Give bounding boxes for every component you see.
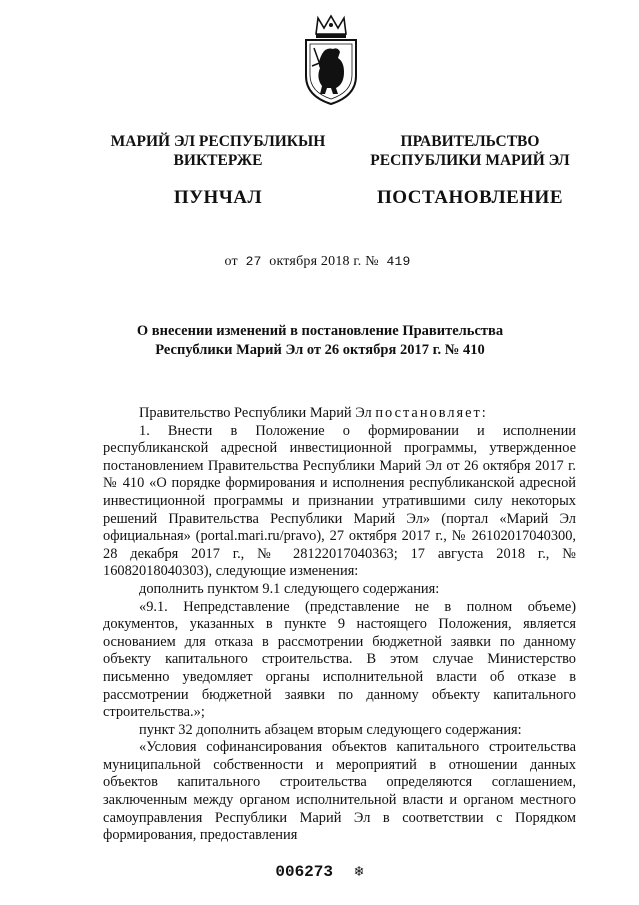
title-line1: О внесении изменений в постановление Правительства — [136, 323, 504, 339]
header-mari-block — [98, 132, 338, 207]
header-russian-line2: РЕСПУБЛИКИ МАРИЙ ЭЛ — [370, 152, 570, 169]
header-mari-line2: ВИКТЕРЖЕ — [173, 152, 263, 169]
document-number: 419 — [386, 254, 411, 269]
title-line2: Республики Марий Эл от 26 октября 2017 г. № 410 — [155, 342, 485, 358]
paragraph-2: дополнить пунктом 9.1 следующего содержания: — [139, 580, 440, 597]
paragraph-3: «9.1. Непредставление (представление не в полном объеме) документов, указанных в пункте 9 настоящего Положения, является основанием для отказа в рассмотрении бюджетной заявки по данному объекту капитального строительства. В этом случае Министерство письменно уведомляет органы исполнительной власти об отказе в рассмотрении бюджетной заявки по данному объекту капитального строительства.»; — [103, 598, 576, 721]
paragraph-5: «Условия софинансирования объектов капитального строительства муниципальной собственности и мероприятий в отношении данных объектов капитального строительства определяются соглашением, заключенным между органом исполнительной власти и органом местного самоуправления Республики Марий Эл в соответствии с Порядком формирования, предоставления — [103, 739, 576, 844]
serial-number: 006273 — [275, 863, 333, 881]
document-body — [103, 405, 576, 845]
intro-verb: постановляет: — [375, 405, 488, 421]
paragraph-4: пункт 32 дополнить абзацем вторым следующего содержания: — [139, 721, 522, 738]
date-prefix: от — [224, 254, 238, 269]
header-russian-block — [350, 132, 590, 207]
document-title — [100, 322, 540, 360]
header-mari-line1: МАРИЙ ЭЛ РЕСПУБЛИКЫН — [110, 133, 326, 150]
date-day: 27 — [245, 254, 262, 269]
paragraph-1: 1. Внести в Положение о формировании и исполнении республиканской адресной инвестиционной программы, утвержденное постановлением Правительства Республики Марий Эл от 26 октября 2017 г. № 410 «О порядке формирования и исполнения республиканской адресной инвестиционной программы и признании утратившими силу некоторых решений Правительства Республики Марий Эл» (портал «Марий Эл официальная» (portal.mari.ru/pravo), 27 октября 2017 г., № 26102017040300, 28 декабря 2017 г., № 28122017040363; 17 августа 2018 г., № 16082018040303), следующие изменения: — [103, 422, 576, 580]
header-russian-doc-type: ПОСТАНОВЛЕНИЕ — [376, 187, 564, 208]
document-date-line — [0, 254, 639, 270]
header-mari-doc-type: ПУНЧАЛ — [173, 187, 263, 208]
snowflake-icon: ❄ — [354, 864, 364, 881]
intro-text: Правительство Республики Марий Эл — [139, 405, 372, 421]
coat-of-arms-icon — [300, 14, 362, 106]
footer-serial — [0, 862, 639, 881]
header-russian-line1: ПРАВИТЕЛЬСТВО — [400, 133, 540, 150]
date-month-year: октября 2018 г. № — [269, 254, 379, 269]
intro-paragraph — [103, 405, 576, 423]
